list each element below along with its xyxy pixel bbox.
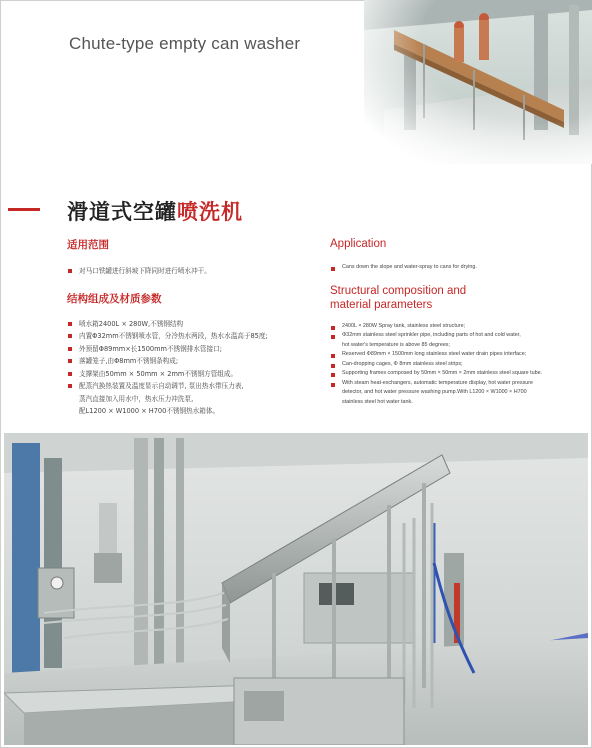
english-title: Chute-type empty can washer	[69, 34, 301, 53]
list-item: 喷水箱2400L × 280W,不锈钢结构	[67, 318, 307, 331]
machine-photo	[4, 433, 588, 745]
list-item-continuation: stainless steel hot water tank.	[342, 398, 413, 405]
english-column	[330, 237, 575, 407]
structure-heading-en-line2: material parameters	[330, 298, 433, 311]
structure-heading-en-line1: Structural composition and	[330, 284, 467, 297]
list-item: With steam heat-exchangers, automatic temperature display, hot water pressure	[330, 379, 575, 389]
list-item: Φ32mm stainless steel sprinkler pipe, including parts of hot and cold water,	[330, 331, 575, 341]
application-heading-en: Application	[330, 238, 387, 250]
application-list-en	[330, 263, 575, 273]
list-item: 落罐笼子,由Φ8mm不锈钢条构成;	[67, 355, 307, 368]
list-item-continuation: 蒸汽直接加入用水中，热水压力冲洗泵,	[79, 394, 194, 403]
list-item: Supporting frames composed by 50mm × 50mm × 2mm stainless steel square tube.	[330, 369, 575, 379]
title-accent-rule	[8, 208, 40, 211]
list-item: 对马口铁罐进行斜坡下降同时进行喷水冲干。	[67, 265, 307, 278]
application-heading-cn: 适用范围	[67, 239, 109, 251]
list-item-continuation: hot water's temperature is above 85 degrees;	[342, 341, 451, 348]
list-item: 外预留Φ89mm×长1500mm不锈钢排水管接口;	[67, 343, 307, 356]
chinese-title-accent: 喷洗机	[177, 200, 243, 224]
structure-heading-cn: 结构组成及材质参数	[67, 292, 162, 305]
list-item-continuation: 配L1200 × W1000 × H700不锈钢热水箱体。	[79, 407, 220, 415]
list-item: 2400L × 280W Spray tank, stainless steel structure;	[330, 322, 575, 332]
structure-list-en-cont	[330, 350, 575, 388]
list-item: Reserved Φ89mm × 1500mm long stainless steel water drain pipes interface;	[330, 350, 575, 360]
application-list-cn	[67, 265, 307, 278]
list-item: 支撑架由50mm × 50mm × 2mm不锈钢方管组成。	[67, 368, 307, 381]
chinese-column	[67, 237, 307, 418]
list-item: Can-dropping cages, Φ 8mm stainless steel strips;	[330, 360, 575, 370]
list-item: 配蒸汽换热装置及温度显示自动调节, 泵出热水带压力表,	[67, 380, 307, 393]
chinese-title-main: 滑道式空罐	[67, 200, 177, 224]
chinese-title	[67, 196, 243, 226]
structure-list-cn	[67, 318, 307, 393]
list-item: 内置Φ32mm不锈钢喷水管，分冷热水两段，热水水温高于85度;	[67, 330, 307, 343]
structure-list-en	[330, 322, 575, 341]
top-factory-photo	[364, 0, 592, 164]
list-item: Cans down the slope and water-spray to cans for drying.	[330, 263, 575, 273]
list-item-continuation: detector, and hot water pressure washing pump.With L1200 × W1000 × H700	[342, 389, 527, 395]
